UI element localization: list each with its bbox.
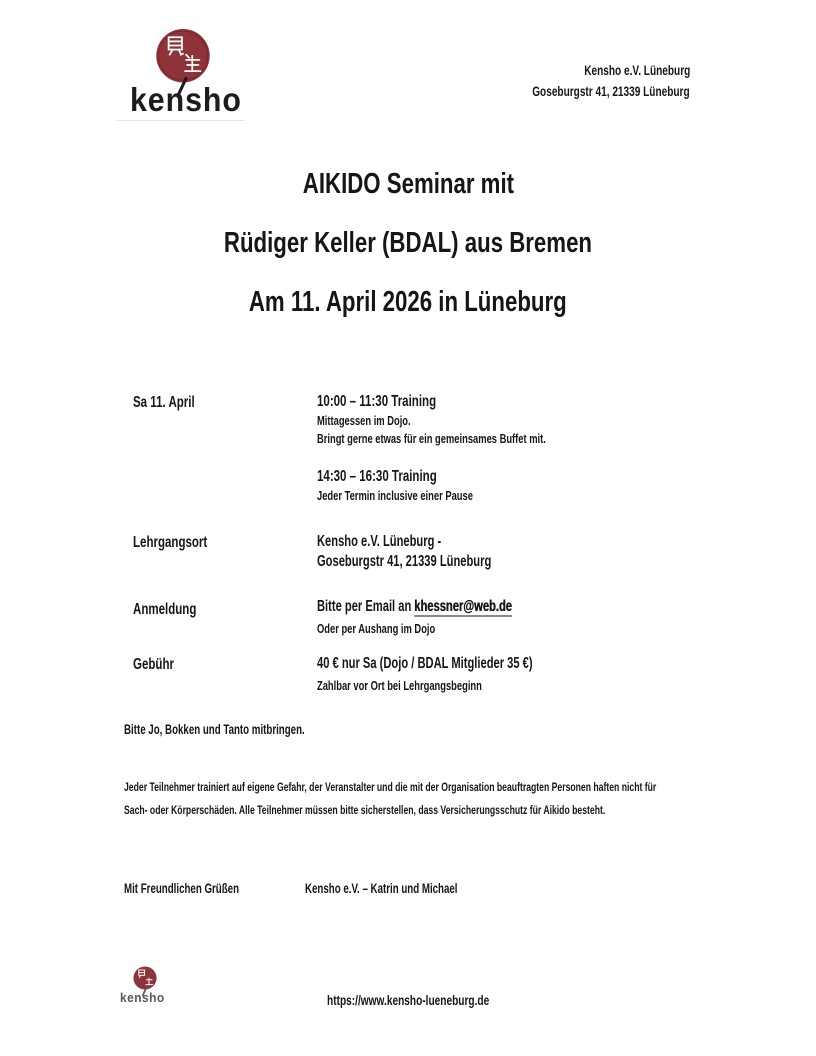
session2-time: 14:30 – 16:30 Training (317, 468, 437, 485)
location-details (317, 532, 559, 571)
org-address: Goseburgstr 41, 21339 Lüneburg (532, 83, 690, 99)
kensho-logo (117, 26, 247, 122)
registration-label: Anmeldung (133, 601, 197, 618)
registration-prefix: Bitte per Email an (317, 598, 412, 615)
session1-note2: Bringt gerne etwas für ein gemeinsames Buffet mit. (317, 430, 546, 446)
logo-divider (117, 120, 245, 121)
fee-line1: 40 € nur Sa (Dojo / BDAL Mitglieder 35 €) (317, 655, 533, 672)
title-line-3: Am 11. April 2026 in Lüneburg (249, 286, 567, 318)
registration-details (317, 597, 588, 637)
footer-website-link[interactable]: https://www.kensho-lueneburg.de (326, 993, 490, 1008)
registration-email-link[interactable]: khessner@web.de (414, 598, 512, 615)
org-address-block (471, 60, 690, 102)
registration-line2: Oder per Aushang im Dojo (317, 620, 436, 636)
session1-note1: Mittagessen im Dojo. (317, 413, 411, 428)
liability-disclaimer (124, 776, 816, 821)
equipment-note: Bitte Jo, Bokken und Tanto mitbringen. (124, 722, 305, 737)
footer-wordmark: kensho (120, 990, 165, 1005)
fee-label: Gebühr (133, 656, 174, 673)
seminar-title (0, 167, 816, 344)
kensho-wordmark: kensho (130, 81, 242, 118)
fee-line2: Zahlbar vor Ort bei Lehrgangsbeginn (317, 677, 482, 693)
schedule-details (317, 392, 635, 505)
fee-details (317, 654, 616, 694)
closing-signature: Kensho e.V. – Katrin und Michael (305, 881, 458, 896)
disclaimer-line1: Jeder Teilnehmer trainiert auf eigene Gefahr, der Veranstalter und die mit der Organisation beauftragten Personen haften nicht für (124, 780, 657, 794)
schedule-date-label: Sa 11. April (133, 394, 195, 411)
location-line1: Kensho e.V. Lüneburg - (317, 533, 442, 550)
closing-greeting: Mit Freundlichen Grüßen (124, 881, 240, 896)
title-line-2: Rüdiger Keller (BDAL) aus Bremen (223, 227, 593, 259)
disclaimer-line2: Sach- oder Körperschäden. Alle Teilnehmer müssen bitte sicherstellen, dass Versicherungsschutz für Aikido besteht. (124, 802, 606, 817)
session1-time: 10:00 – 11:30 Training (317, 393, 437, 410)
org-name: Kensho e.V. Lüneburg (583, 62, 690, 78)
location-label: Lehrgangsort (133, 534, 208, 551)
title-line-1: AIKIDO Seminar mit (302, 168, 514, 200)
session2-note: Jeder Termin inclusive einer Pause (317, 488, 473, 503)
location-line2: Goseburgstr 41, 21339 Lüneburg (317, 552, 492, 570)
